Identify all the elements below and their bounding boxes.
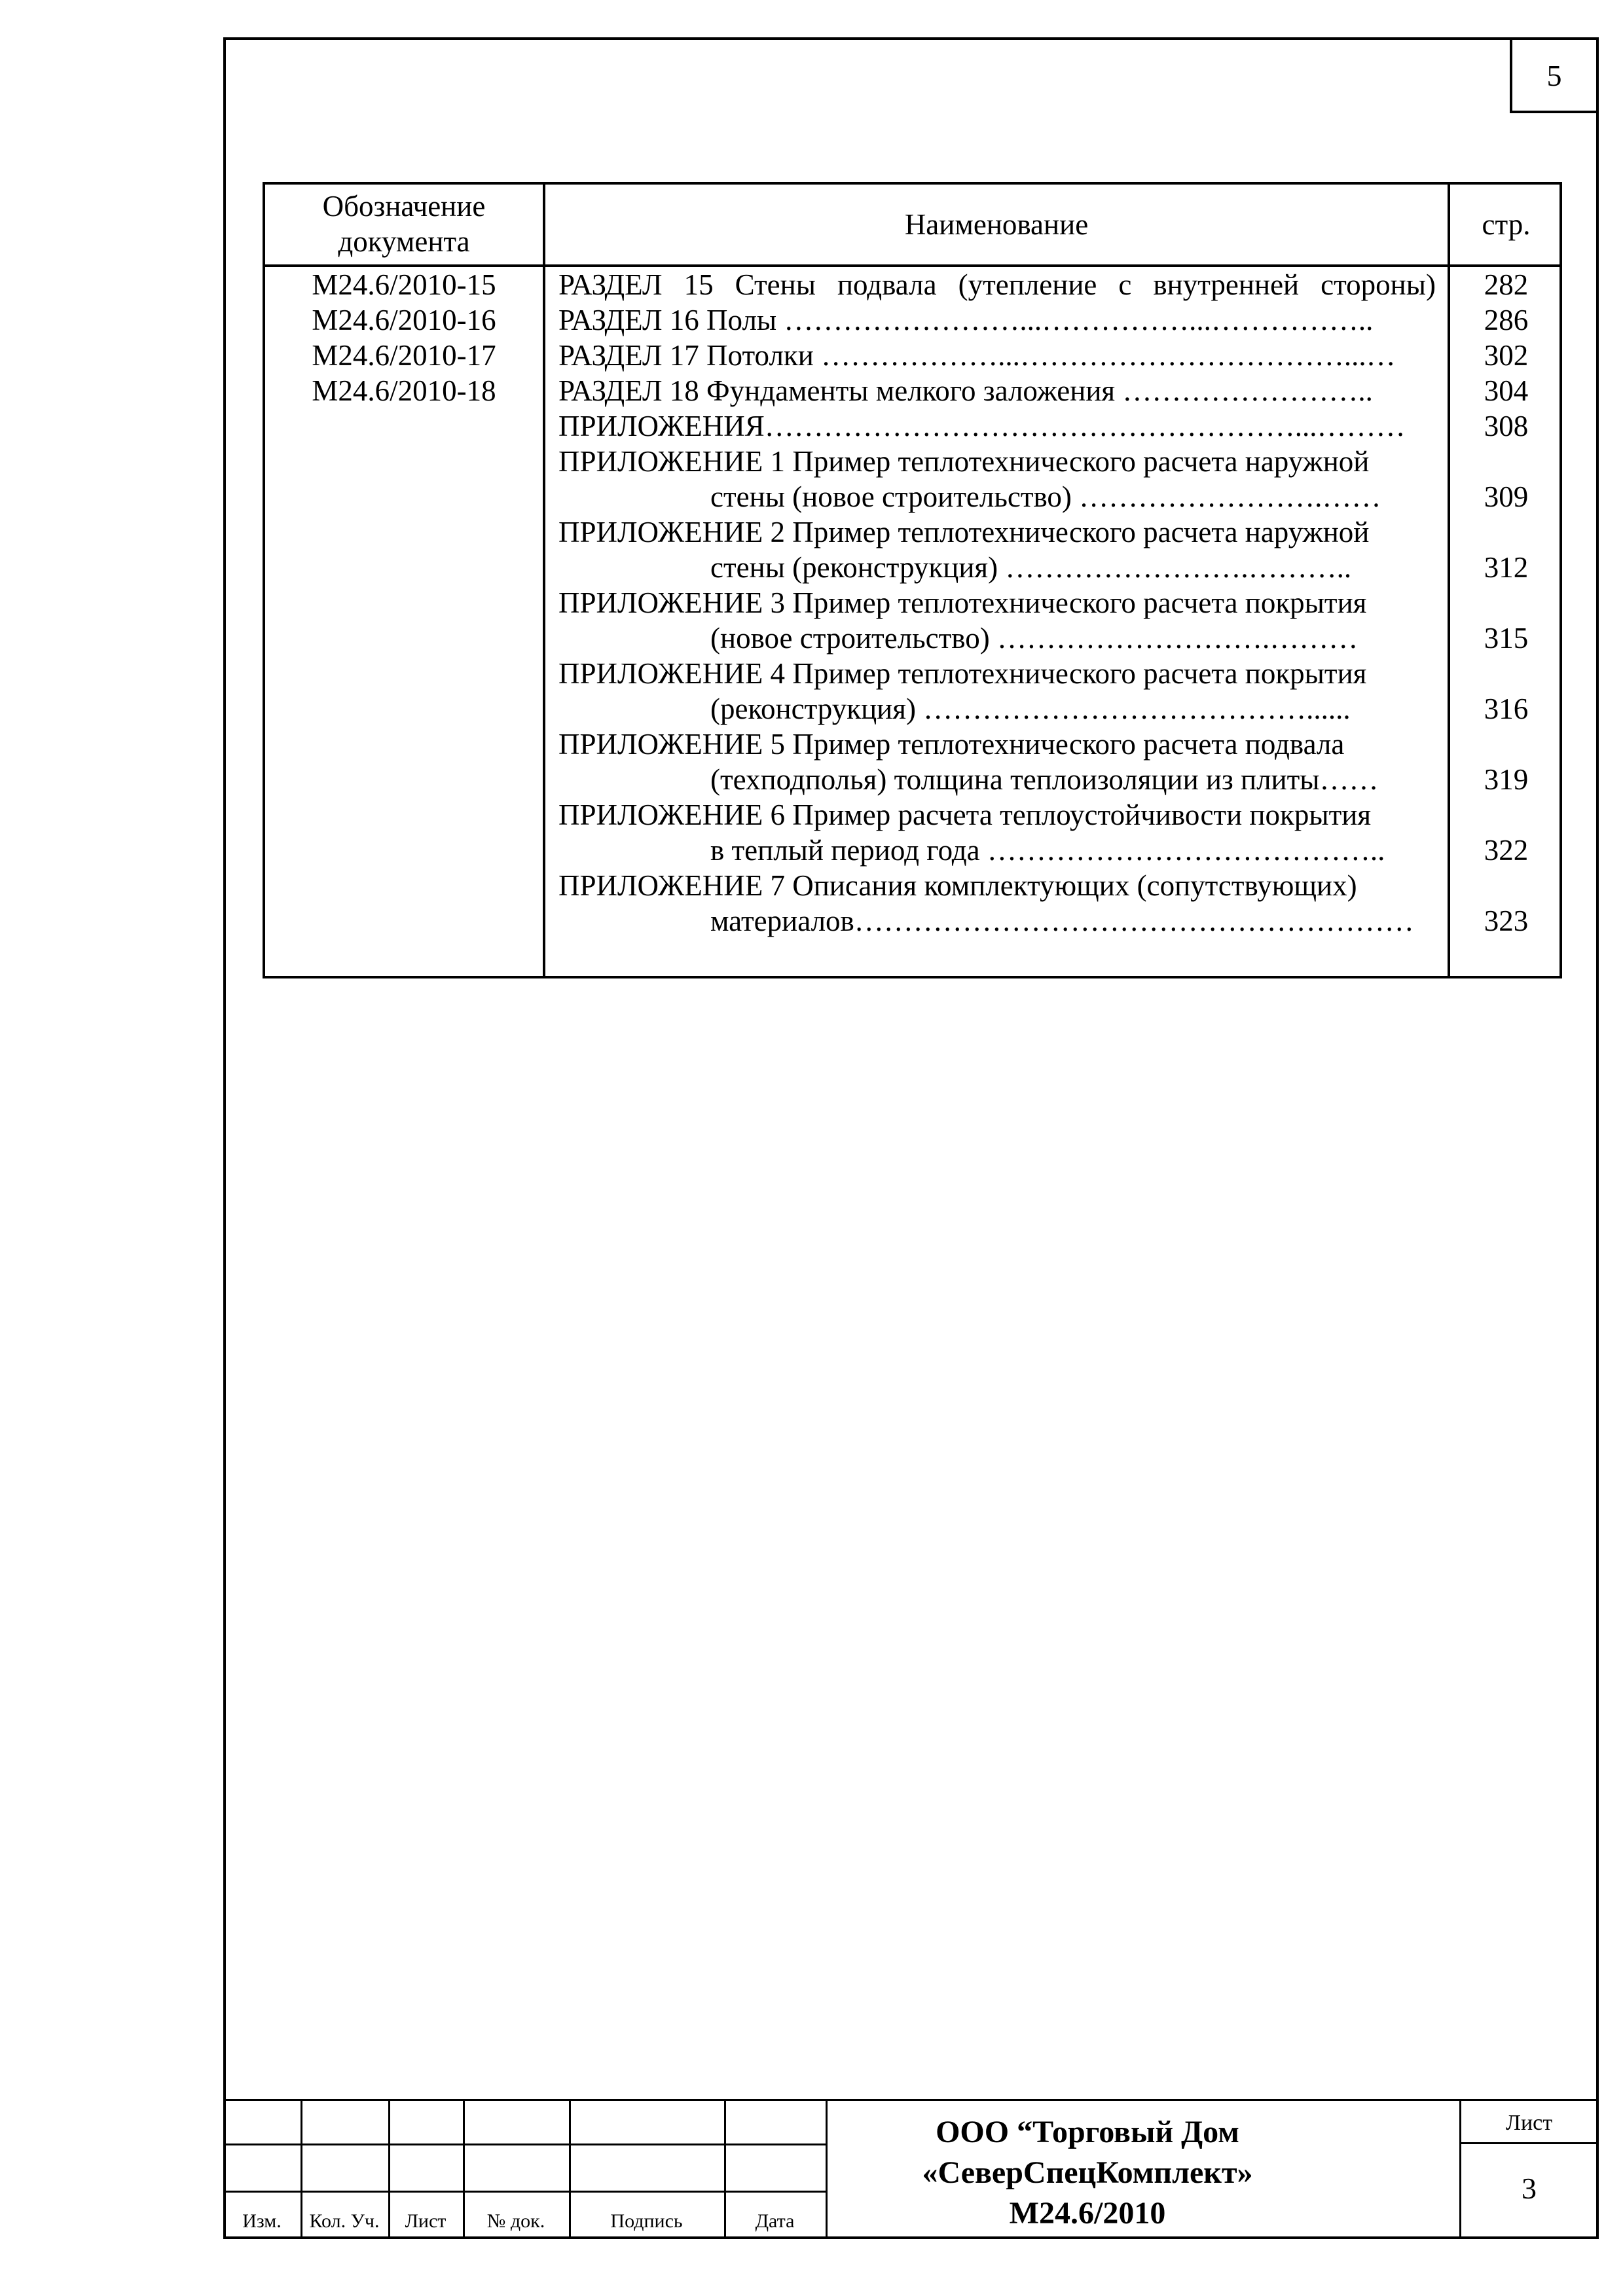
toc-entry-title: ПРИЛОЖЕНИЕ 5 Пример теплотехнического расчета подвала bbox=[558, 728, 1345, 761]
org-line-3: М24.6/2010 bbox=[1009, 2196, 1166, 2231]
toc-entry-title: ПРИЛОЖЕНИЯ………………………………………………...……… bbox=[558, 410, 1406, 442]
toc-page-number: 316 bbox=[1484, 692, 1529, 725]
stamp-col-list: Лист bbox=[405, 2210, 447, 2232]
toc-entry-title: ПРИЛОЖЕНИЕ 2 Пример теплотехнического расчета наружной bbox=[558, 516, 1370, 548]
header-code-line2: документа bbox=[338, 225, 470, 258]
organization-name bbox=[826, 2112, 1349, 2234]
toc-page-number: 323 bbox=[1484, 905, 1529, 937]
header-code bbox=[265, 188, 543, 259]
stamp-col-doc-no: № док. bbox=[486, 2210, 545, 2232]
sheet-label: Лист bbox=[1505, 2111, 1553, 2135]
toc-page-number: 308 bbox=[1484, 410, 1529, 442]
toc-table bbox=[263, 182, 1562, 978]
stamp-sheet-line bbox=[1459, 2142, 1599, 2144]
page-number: 5 bbox=[1510, 37, 1599, 113]
header-page: стр. bbox=[1482, 208, 1531, 241]
toc-entry-title-cont: в теплый период года ………………………………….. bbox=[710, 834, 1385, 867]
toc-entry-title: РАЗДЕЛ 15 Стены подвала (утепление с внутренней стороны) bbox=[558, 268, 1436, 301]
stamp-row-line-1 bbox=[223, 2144, 826, 2145]
toc-entry-title: ПРИЛОЖЕНИЕ 7 Описания комплектующих (сопутствующих) bbox=[558, 869, 1357, 902]
org-line-1: ООО “Торговый Дом bbox=[936, 2115, 1239, 2149]
toc-page-number: 309 bbox=[1484, 480, 1529, 513]
toc-entry-title-cont: (новое строительство) ……………………….……… bbox=[710, 622, 1359, 655]
toc-entry-title-cont: стены (новое строительство) …………………….…… bbox=[710, 480, 1381, 513]
toc-page-number: 319 bbox=[1484, 763, 1529, 796]
toc-page-number: 282 bbox=[1484, 268, 1529, 301]
doc-code: М24.6/2010-17 bbox=[312, 339, 496, 372]
toc-entry-title-cont: стены (реконструкция) …………………….……….. bbox=[710, 551, 1352, 584]
toc-entry-title-cont: (техподполья) толщина теплоизоляции из плиты…… bbox=[710, 763, 1379, 796]
toc-page-number: 304 bbox=[1484, 374, 1529, 407]
title-block bbox=[223, 2099, 1599, 2239]
doc-code: М24.6/2010-16 bbox=[312, 304, 496, 336]
toc-entry-title: ПРИЛОЖЕНИЕ 6 Пример расчета теплоустойчивости покрытия bbox=[558, 798, 1372, 831]
toc-entry-title: ПРИЛОЖЕНИЕ 3 Пример теплотехнического расчета покрытия bbox=[558, 586, 1367, 619]
header-code-line1: Обозначение bbox=[322, 190, 486, 223]
toc-page-number: 315 bbox=[1484, 622, 1529, 655]
toc-entry-title-cont: (реконструкция) …………………………………...... bbox=[710, 692, 1351, 725]
toc-page-number: 302 bbox=[1484, 339, 1529, 372]
stamp-col-date: Дата bbox=[755, 2210, 795, 2232]
toc-entry-title: РАЗДЕЛ 17 Потолки ………………...……………………………...… bbox=[558, 339, 1396, 372]
toc-entry-title-cont: материалов………………………………………………… bbox=[710, 905, 1414, 937]
stamp-col-kol-uch: Кол. Уч. bbox=[309, 2210, 380, 2232]
toc-entry-title: ПРИЛОЖЕНИЕ 1 Пример теплотехнического расчета наружной bbox=[558, 445, 1370, 478]
stamp-col-signature: Подпись bbox=[610, 2210, 683, 2232]
toc-page-number: 286 bbox=[1484, 304, 1529, 336]
header-name: Наименование bbox=[904, 208, 1089, 241]
sheet-number: 3 bbox=[1522, 2172, 1537, 2205]
toc-page-number: 322 bbox=[1484, 834, 1529, 867]
toc-divider-code bbox=[543, 185, 545, 976]
toc-entry-title: РАЗДЕЛ 18 Фундаменты мелкого заложения …………………….. bbox=[558, 374, 1373, 407]
toc-page-number: 312 bbox=[1484, 551, 1529, 584]
doc-code: М24.6/2010-15 bbox=[312, 268, 496, 301]
org-line-2: «СеверСпецКомплект» bbox=[922, 2155, 1253, 2190]
toc-entry-title: ПРИЛОЖЕНИЕ 4 Пример теплотехнического расчета покрытия bbox=[558, 657, 1367, 690]
doc-code: М24.6/2010-18 bbox=[312, 374, 496, 407]
stamp-row-line-2 bbox=[223, 2191, 826, 2193]
toc-entry-title: РАЗДЕЛ 16 Полы ……………………...……………...…………….. bbox=[558, 304, 1374, 336]
stamp-col-izm: Изм. bbox=[242, 2210, 282, 2232]
stamp-top-line bbox=[223, 2099, 1599, 2101]
